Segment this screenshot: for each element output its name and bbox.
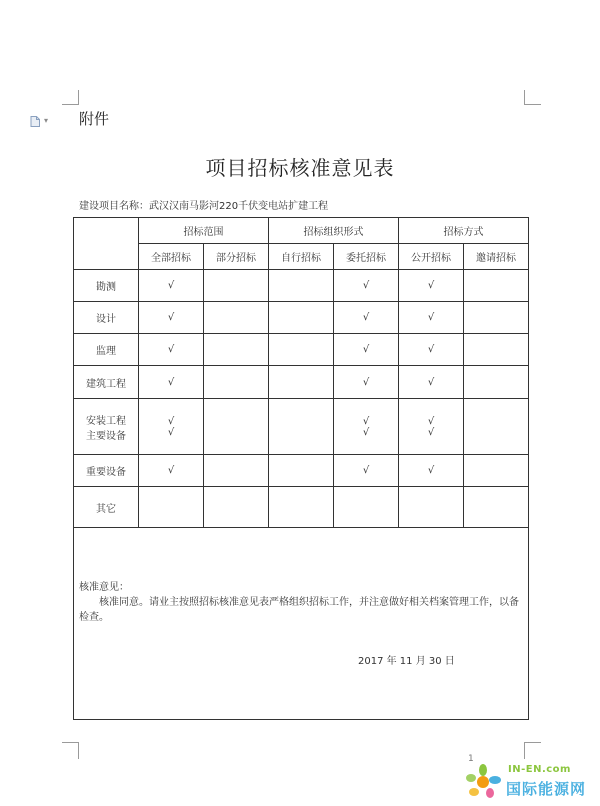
page-number: 1 bbox=[468, 754, 474, 764]
check-mark: √ bbox=[427, 344, 435, 355]
check-mark: √ bbox=[427, 312, 435, 323]
check-mark: √ bbox=[167, 344, 175, 355]
check-mark: √ bbox=[362, 312, 370, 323]
check-mark: √ bbox=[362, 415, 370, 427]
check-mark: √ bbox=[427, 280, 435, 291]
project-name-line: 建设项目名称：武汉汉南马影河220千伏变电站扩建工程 bbox=[79, 201, 329, 212]
check-mark: √ bbox=[362, 376, 370, 388]
subheader-cell: 邀请招标 bbox=[464, 244, 529, 270]
row-label: 设计 bbox=[74, 302, 139, 334]
page-corner-mark-bottom-left bbox=[62, 742, 79, 759]
subheader-cell: 全部招标 bbox=[139, 244, 204, 270]
attachment-label: 附件 bbox=[79, 110, 110, 128]
document-icon[interactable] bbox=[30, 116, 40, 127]
check-mark: √ bbox=[167, 415, 175, 427]
check-mark: √ bbox=[167, 426, 175, 438]
check-mark: √ bbox=[362, 426, 370, 438]
row-label: 监理 bbox=[74, 334, 139, 366]
flower-logo-icon bbox=[464, 764, 502, 800]
row-label: 建筑工程 bbox=[74, 366, 139, 399]
group-header-method: 招标方式 bbox=[399, 218, 529, 244]
check-mark: √ bbox=[362, 344, 370, 355]
page-corner-mark-top-left bbox=[62, 90, 79, 105]
table-row bbox=[74, 366, 529, 399]
table-row bbox=[74, 455, 529, 487]
check-mark: √ bbox=[167, 312, 175, 323]
row-label: 其它 bbox=[74, 487, 139, 528]
check-mark: √ bbox=[427, 426, 435, 438]
check-mark: √ bbox=[167, 280, 175, 291]
row-label: 主要设备 bbox=[86, 430, 126, 442]
check-mark: √ bbox=[167, 465, 175, 476]
table-row bbox=[74, 334, 529, 366]
subheader-cell: 部分招标 bbox=[204, 244, 269, 270]
approval-table bbox=[73, 217, 529, 720]
subheader-cell: 公开招标 bbox=[399, 244, 464, 270]
page-corner-mark-top-right bbox=[524, 90, 541, 105]
opinion-heading: 核准意见： bbox=[79, 582, 129, 593]
opinion-body: 核准同意。请业主按照招标核准意见表严格组织招标工作，并注意做好相关档案管理工作，以备检查。 bbox=[79, 597, 519, 623]
row-label: 勘测 bbox=[74, 270, 139, 302]
approval-date: 2017 年 11 月 30 日 bbox=[358, 656, 455, 667]
watermark-brand-en: IN-EN.com bbox=[508, 764, 571, 775]
subheader-cell: 委托招标 bbox=[334, 244, 399, 270]
row-label: 重要设备 bbox=[74, 455, 139, 487]
table-row bbox=[74, 270, 529, 302]
approval-opinion bbox=[79, 580, 526, 625]
subheader-cell: 自行招标 bbox=[269, 244, 334, 270]
check-mark: √ bbox=[362, 280, 370, 291]
group-header-organization: 招标组织形式 bbox=[269, 218, 399, 244]
check-mark: √ bbox=[427, 465, 435, 476]
table-row bbox=[74, 399, 529, 455]
table-header-blank bbox=[74, 218, 139, 270]
check-mark: √ bbox=[427, 415, 435, 427]
table-row bbox=[74, 302, 529, 334]
dropdown-caret-icon[interactable]: ▾ bbox=[44, 116, 49, 125]
page-corner-mark-bottom-right bbox=[524, 742, 541, 759]
check-mark: √ bbox=[167, 376, 175, 388]
table-row bbox=[74, 487, 529, 528]
check-mark: √ bbox=[362, 465, 370, 476]
row-label: 安装工程 bbox=[86, 415, 126, 427]
group-header-scope: 招标范围 bbox=[139, 218, 269, 244]
check-mark: √ bbox=[427, 376, 435, 388]
watermark-logo bbox=[464, 758, 594, 800]
watermark-brand-cn: 国际能源网 bbox=[506, 780, 587, 798]
page-title: 项目招标核准意见表 bbox=[205, 156, 395, 180]
